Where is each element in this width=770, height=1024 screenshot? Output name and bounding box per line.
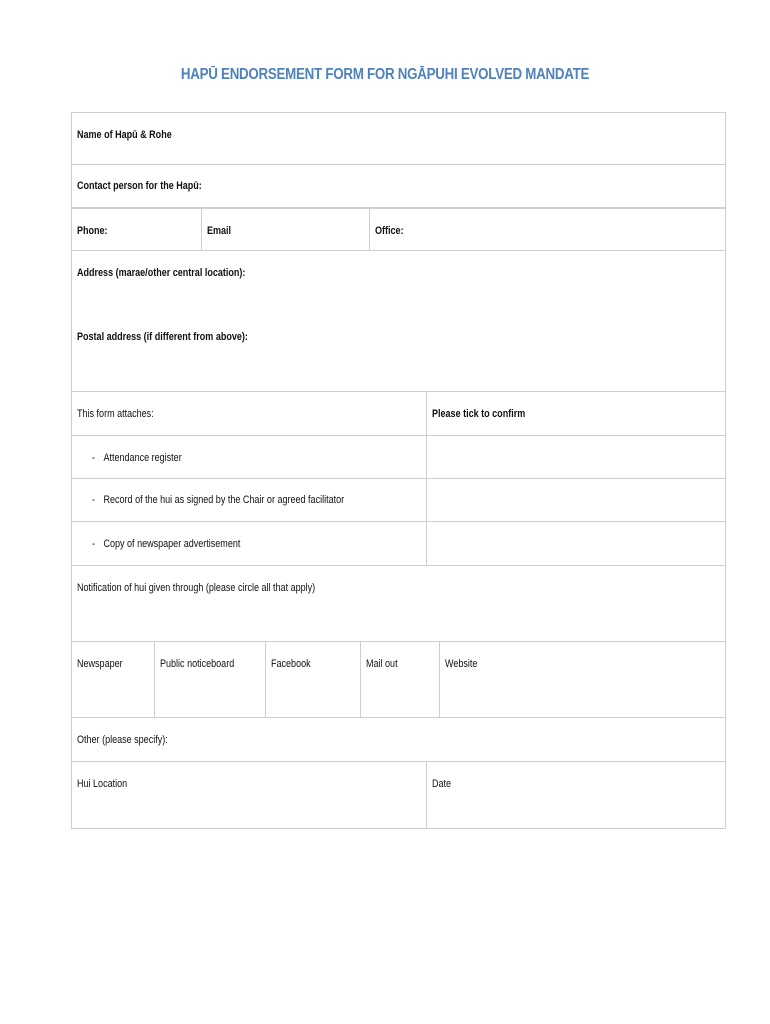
hui-date-field[interactable] — [426, 762, 725, 828]
option-label: Facebook — [271, 658, 311, 670]
notification-cell — [72, 566, 725, 641]
notification-label: Notification of hui given through (please circle all that apply) — [77, 582, 316, 594]
option-mail-out[interactable] — [360, 642, 439, 717]
bullet-dash: - — [92, 538, 96, 550]
option-website[interactable] — [439, 642, 725, 717]
hui-date-label: Date — [432, 778, 452, 790]
row-contact-person — [71, 165, 726, 208]
row-notification-options — [71, 642, 726, 718]
attachment-item — [72, 522, 426, 565]
option-label: Website — [445, 658, 478, 670]
attachment-tick-box[interactable] — [426, 479, 725, 521]
attachment-item-label: Attendance register — [103, 452, 182, 464]
option-label: Mail out — [366, 658, 398, 670]
postal-address-label: Postal address (if different from above): — [77, 331, 248, 343]
row-hui-details — [71, 762, 726, 829]
contact-person-field[interactable] — [72, 165, 725, 207]
email-label: Email — [207, 225, 232, 237]
option-label: Newspaper — [77, 658, 123, 670]
phone-field[interactable] — [72, 209, 201, 250]
hapu-name-field[interactable] — [72, 113, 725, 164]
contact-person-label: Contact person for the Hapū: — [77, 180, 202, 192]
attachment-item-row — [71, 436, 726, 479]
row-other — [71, 718, 726, 762]
other-field[interactable] — [72, 718, 725, 761]
row-hapu-name — [71, 113, 726, 165]
option-facebook[interactable] — [265, 642, 360, 717]
bullet-dash: - — [92, 494, 96, 506]
attachment-item — [72, 436, 426, 478]
hui-location-label: Hui Location — [77, 778, 128, 790]
attachment-item — [72, 479, 426, 521]
bullet-dash: - — [92, 452, 96, 464]
office-field[interactable] — [369, 209, 725, 250]
attachments-header-cell — [72, 392, 426, 435]
row-contact-details — [71, 208, 726, 251]
attachment-tick-box[interactable] — [426, 522, 725, 565]
endorsement-form — [71, 112, 726, 829]
attachment-item-label: Record of the hui as signed by the Chair or agreed facilitator — [103, 494, 345, 506]
other-label: Other (please specify): — [77, 734, 168, 746]
email-field[interactable] — [201, 209, 369, 250]
phone-label: Phone: — [77, 225, 108, 237]
option-newspaper[interactable] — [72, 642, 154, 717]
attachment-tick-box[interactable] — [426, 436, 725, 478]
confirm-header-cell — [426, 392, 725, 435]
attachment-item-row — [71, 479, 726, 522]
form-title: HAPŪ ENDORSEMENT FORM FOR NGĀPUHI EVOLVED MANDATE — [180, 66, 590, 83]
option-public-noticeboard[interactable] — [154, 642, 265, 717]
attachment-item-label: Copy of newspaper advertisement — [103, 538, 241, 550]
row-attachments-header — [71, 392, 726, 436]
hui-location-field[interactable] — [72, 762, 426, 828]
attachment-item-row — [71, 522, 726, 566]
row-notification — [71, 566, 726, 642]
office-label: Office: — [375, 225, 404, 237]
address-field[interactable] — [72, 251, 725, 391]
confirm-header: Please tick to confirm — [432, 408, 526, 420]
address-label: Address (marae/other central location): — [77, 267, 246, 279]
row-address — [71, 251, 726, 392]
hapu-name-label: Name of Hapū & Rohe — [77, 129, 172, 141]
attachments-header: This form attaches: — [77, 408, 154, 420]
option-label: Public noticeboard — [160, 658, 235, 670]
